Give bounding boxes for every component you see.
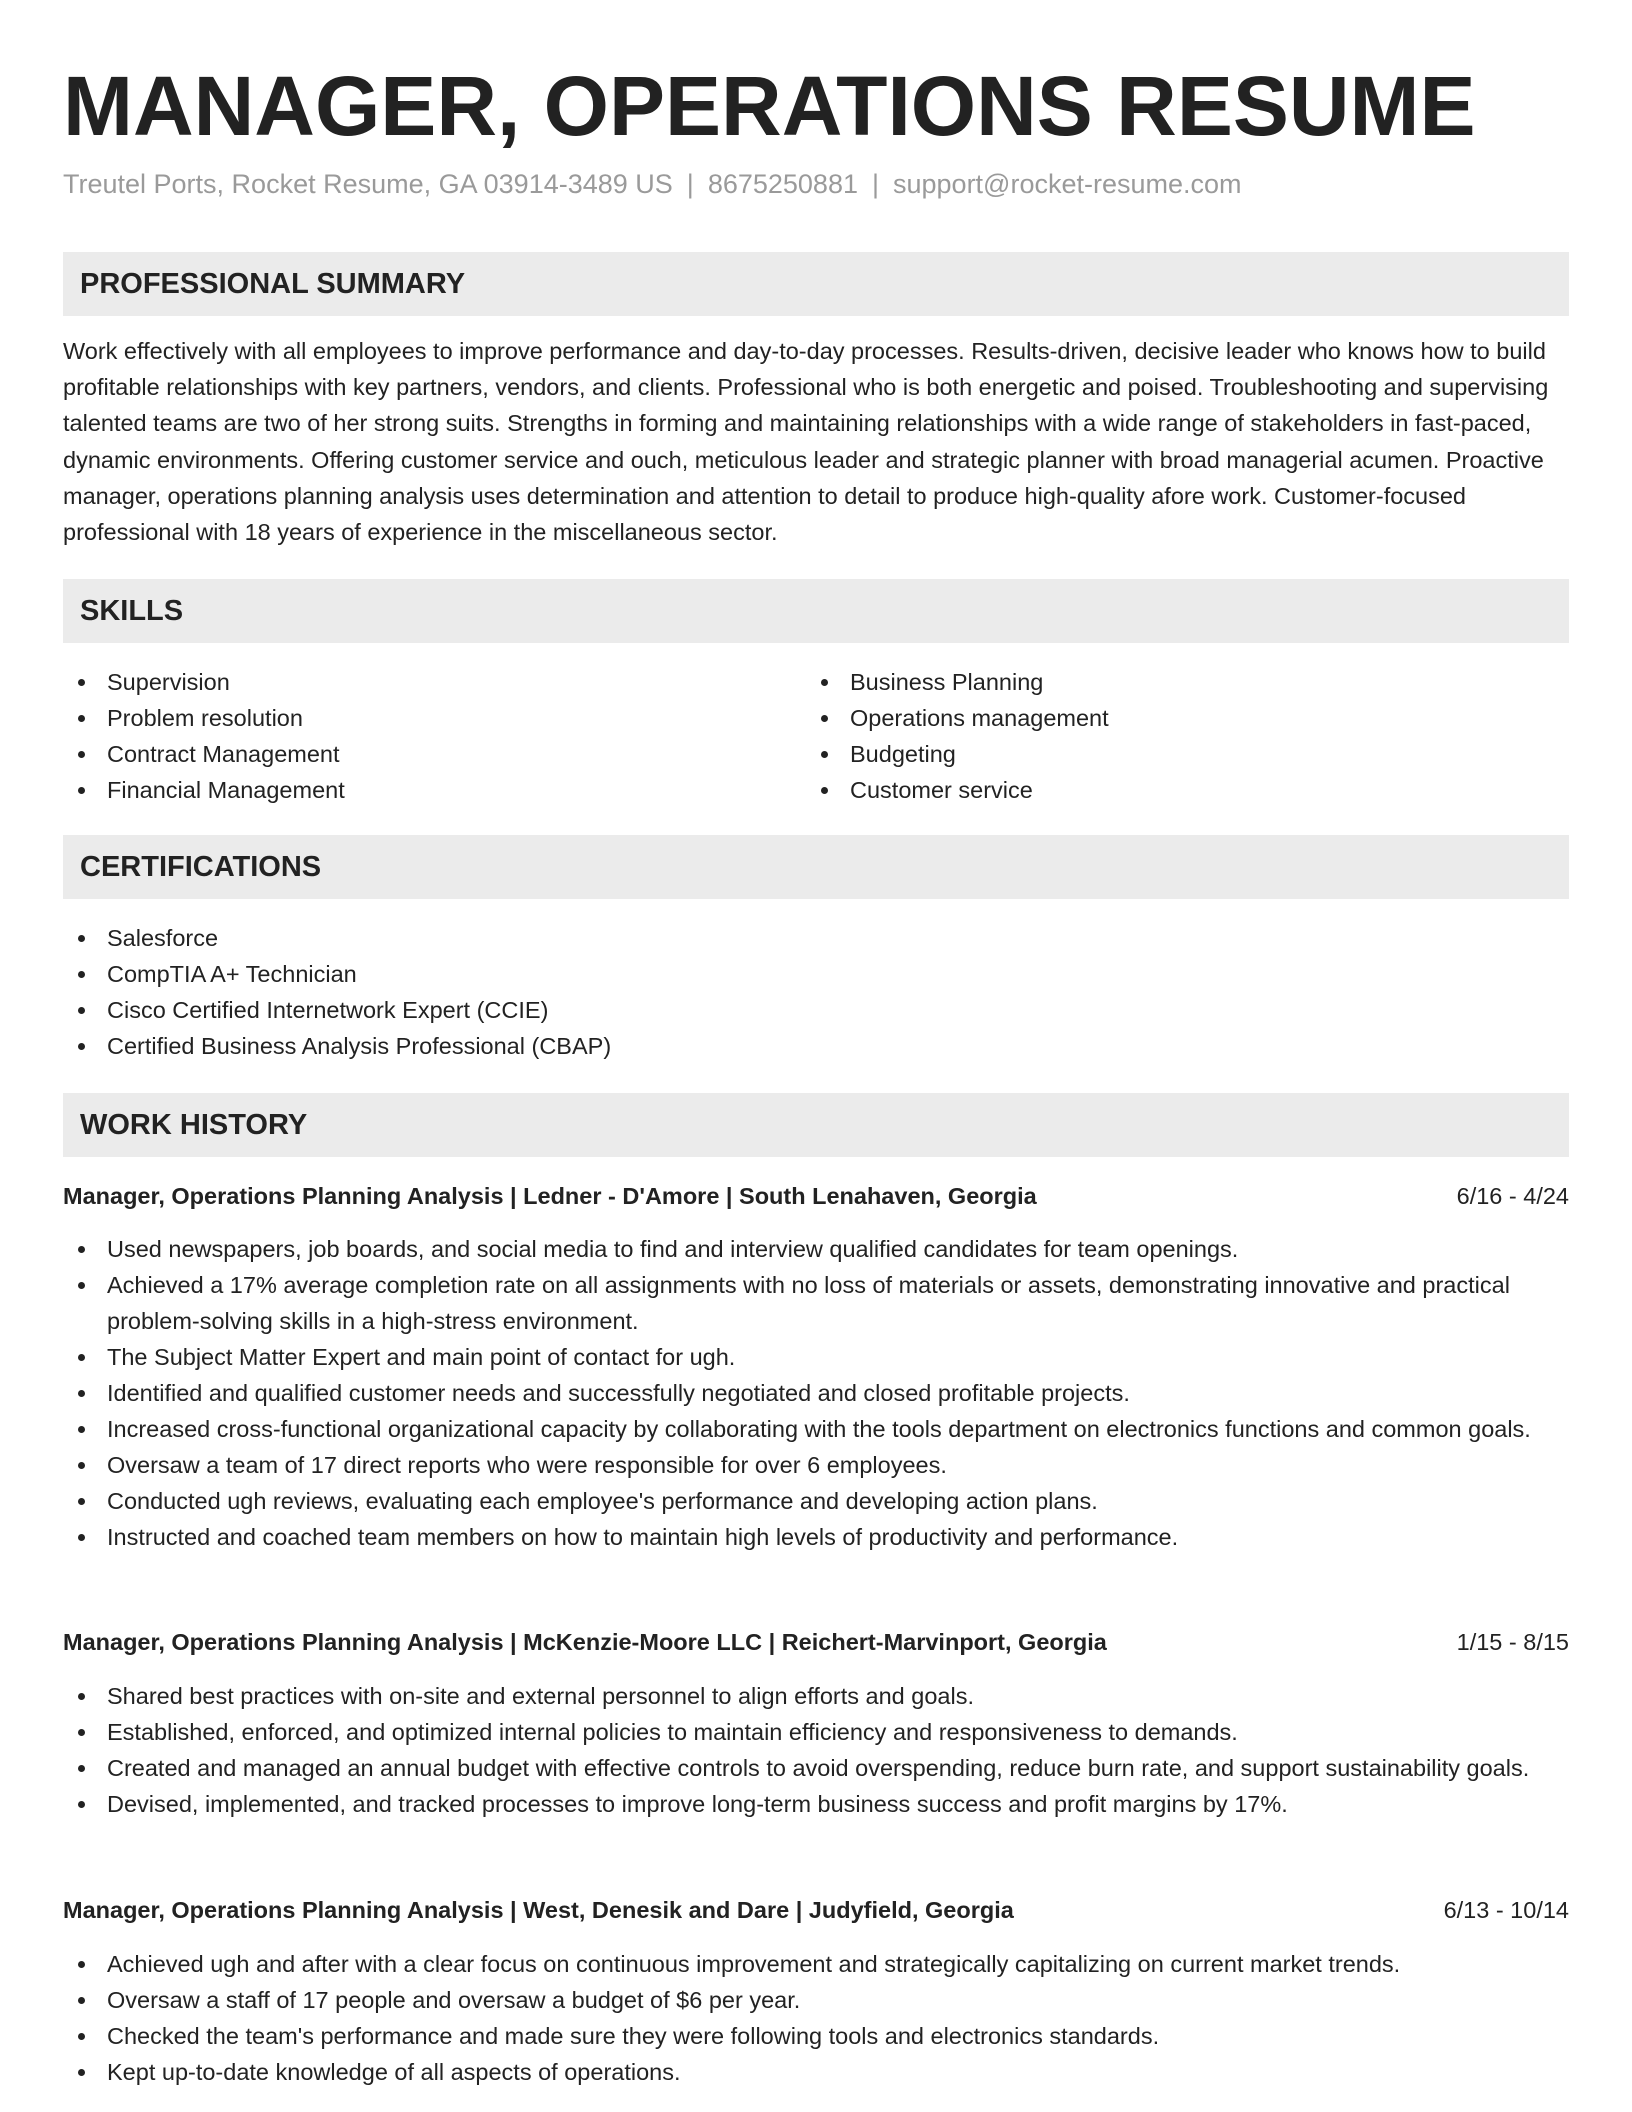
contact-phone: 8675250881 [707,169,858,199]
skill-item: Budgeting [806,736,1546,772]
certification-item: Cisco Certified Internetwork Expert (CCIE) [63,992,1569,1028]
job-title: Manager, Operations Planning Analysis | McKenzie-Moore LLC | Reichert-Marvinport, Georgia [63,1629,1107,1655]
job-title: Manager, Operations Planning Analysis | Ledner - D'Amore | South Lenahaven, Georgia [63,1183,1037,1209]
job-bullet: Conducted ugh reviews, evaluating each employee's performance and developing action plans. [63,1483,1569,1519]
job-bullet: The Subject Matter Expert and main point of contact for ugh. [63,1339,1569,1375]
job-bullets [63,1678,1569,1822]
skill-item: Supervision [63,664,803,700]
certification-item: CompTIA A+ Technician [63,956,1569,992]
job-title: Manager, Operations Planning Analysis | West, Denesik and Dare | Judyfield, Georgia [63,1897,1014,1923]
job-bullet: Established, enforced, and optimized internal policies to maintain efficiency and responsiveness to demands. [63,1714,1569,1750]
skill-item: Financial Management [63,772,803,808]
job-bullet: Oversaw a staff of 17 people and oversaw a budget of $6 per year. [63,1982,1569,2018]
skill-item: Contract Management [63,736,803,772]
certifications-list [63,920,1569,1064]
section-heading-skills: SKILLS [63,579,1569,643]
job-bullet: Oversaw a team of 17 direct reports who were responsible for over 6 employees. [63,1447,1569,1483]
job-bullet: Used newspapers, job boards, and social media to find and interview qualified candidates for team openings. [63,1231,1569,1267]
resume-title: MANAGER, OPERATIONS RESUME [63,59,1476,153]
job-heading [63,1892,1569,1928]
job-bullets [63,1231,1569,1555]
job-dates: 6/13 - 10/14 [1443,1897,1569,1923]
job-bullet: Achieved ugh and after with a clear focus on continuous improvement and strategically capitalizing on current market trends. [63,1946,1569,1982]
job-bullet: Achieved a 17% average completion rate on all assignments with no loss of materials or assets, demonstrating innovative and practical problem-solving skills in a high-stress environment. [63,1267,1569,1339]
job-bullet: Created and managed an annual budget with effective controls to avoid overspending, reduce burn rate, and support sustainability goals. [63,1750,1569,1786]
job-heading [63,1624,1569,1660]
job-bullet: Devised, implemented, and tracked processes to improve long-term business success and profit margins by 17%. [63,1786,1569,1822]
contact-line [63,166,1242,202]
section-heading-summary: PROFESSIONAL SUMMARY [63,252,1569,316]
contact-address: Treutel Ports, Rocket Resume, GA 03914-3489 US [63,169,673,199]
job-dates: 6/16 - 4/24 [1456,1183,1569,1209]
skills-list-right [806,664,1546,808]
job-bullet: Identified and qualified customer needs and successfully negotiated and closed profitable projects. [63,1375,1569,1411]
certification-item: Certified Business Analysis Professional (CBAP) [63,1028,1569,1064]
skill-item: Business Planning [806,664,1546,700]
job-bullet: Checked the team's performance and made sure they were following tools and electronics standards. [63,2018,1569,2054]
skill-item: Problem resolution [63,700,803,736]
certification-item: Salesforce [63,920,1569,956]
contact-email: support@rocket-resume.com [893,169,1242,199]
skill-item: Operations management [806,700,1546,736]
skills-list-left [63,664,803,808]
job-bullets [63,1946,1569,2090]
job-bullet: Instructed and coached team members on how to maintain high levels of productivity and performance. [63,1519,1569,1555]
contact-separator: | [686,169,694,199]
job-heading [63,1178,1569,1214]
summary-text: Work effectively with all employees to improve performance and day-to-day processes. Results-driven, decisive leader who knows how to build profitable relationships with key partners, vendors, and clients. Professional who is both energetic and poised. Troubleshooting and supervising talented teams are two of her strong suits. Strengths in forming and maintaining relationships with a wide range of stakeholders in fast-paced, dynamic environments. Offering customer service and ouch, meticulous leader and strategic planner with broad managerial acumen. Proactive manager, operations planning analysis uses determination and attention to detail to produce high-quality afore work. Customer-focused professional with 18 years of experience in the miscellaneous sector. [63,338,1549,546]
skill-item: Customer service [806,772,1546,808]
job-bullet: Kept up-to-date knowledge of all aspects of operations. [63,2054,1569,2090]
section-heading-work-history: WORK HISTORY [63,1093,1569,1157]
contact-separator: | [871,169,879,199]
job-dates: 1/15 - 8/15 [1456,1629,1569,1655]
job-bullet: Increased cross-functional organizational capacity by collaborating with the tools department on electronics functions and common goals. [63,1411,1569,1447]
section-heading-certifications: CERTIFICATIONS [63,835,1569,899]
job-bullet: Shared best practices with on-site and external personnel to align efforts and goals. [63,1678,1569,1714]
